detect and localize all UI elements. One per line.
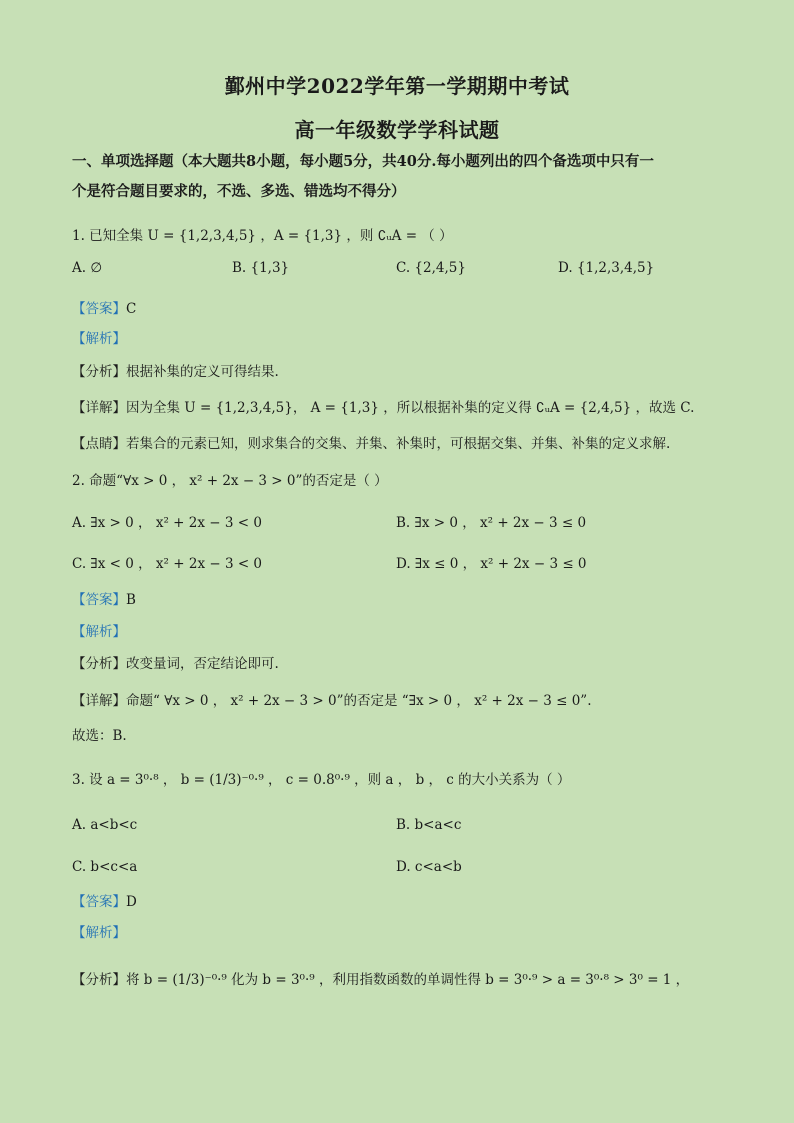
q3-fenxi xyxy=(72,968,689,988)
answer-tag: 【答案】 xyxy=(72,301,126,317)
q2-xiangjie xyxy=(72,689,592,709)
q2-stem: 2. 命题“∀x > 0 ， x² + 2x − 3 > 0”的否定是（ ） xyxy=(72,473,388,489)
q2-option-a: A. ∃x > 0 ， x² + 2x − 3 < 0 xyxy=(72,515,262,531)
q2-conclusion: 故选：B. xyxy=(72,728,127,744)
dianjing-text: 若集合的元素已知，则求集合的交集、并集、补集时，可根据交集、并集、补集的定义求解. xyxy=(126,436,671,452)
q3-answer xyxy=(72,890,137,910)
q1-option-b: B. {1,3} xyxy=(232,260,290,276)
answer-value: D xyxy=(126,894,137,910)
analysis-tag: 【解析】 xyxy=(72,624,126,640)
q1-dianjing xyxy=(72,432,670,452)
analysis-tag: 【解析】 xyxy=(72,925,126,941)
q2-answer xyxy=(72,588,136,608)
q1-option-a: A. ∅ xyxy=(72,260,103,276)
q1-answer xyxy=(72,297,136,317)
analysis-tag: 【解析】 xyxy=(72,331,126,347)
xiangjie-text: 命题“ ∀x > 0 ， x² + 2x − 3 > 0”的否定是 “∃x > 0 ， x² + 2x − 3 ≤ 0”. xyxy=(126,693,592,709)
q2-option-b: B. ∃x > 0 ， x² + 2x − 3 ≤ 0 xyxy=(396,515,587,531)
answer-value: C xyxy=(126,301,137,317)
q2-option-c: C. ∃x < 0 ， x² + 2x − 3 < 0 xyxy=(72,556,263,572)
q3-stem: 3. 设 a = 3⁰·⁸ ， b = (1/3)⁻⁰·⁹ ， c = 0.8⁰·⁹ ，则 a ， b ， c 的大小关系为（ ） xyxy=(72,772,571,788)
q1-option-c: C. {2,4,5} xyxy=(396,260,466,276)
q1-analysis-tag xyxy=(72,327,126,347)
fenxi-text: 改变量词，否定结论即可. xyxy=(126,656,279,672)
exam-subtitle: 高一年级数学学科试题 xyxy=(294,118,500,142)
q2-option-d: D. ∃x ≤ 0 ， x² + 2x − 3 ≤ 0 xyxy=(396,556,587,572)
fenxi-tag: 【分析】 xyxy=(72,364,126,380)
q1-xiangjie xyxy=(72,396,694,416)
q1-option-d: D. {1,2,3,4,5} xyxy=(558,260,655,276)
q1-fenxi xyxy=(72,360,279,380)
q3-option-d: D. c<a<b xyxy=(396,859,462,875)
q1-stem: 1. 已知全集 U = {1,2,3,4,5} ，A = {1,3} ，则 ∁ᵤA = （ ） xyxy=(72,228,453,244)
exam-title: 鄞州中学2022学年第一学期期中考试 xyxy=(224,74,570,98)
fenxi-text: 将 b = (1/3)⁻⁰·⁹ 化为 b = 3⁰·⁹ ，利用指数函数的单调性得 b = 3⁰·⁹ > a = 3⁰·⁸ > 3⁰ = 1 ， xyxy=(126,972,690,988)
xiangjie-text: 因为全集 U = {1,2,3,4,5}， A = {1,3} ，所以根据补集的定义得 ∁ᵤA = {2,4,5} ，故选 C. xyxy=(126,400,695,416)
q3-option-b: B. b<a<c xyxy=(396,817,462,833)
section-heading-line1: 一、单项选择题（本大题共8小题，每小题5分，共40分.每小题列出的四个备选项中只有一 xyxy=(72,153,654,170)
dianjing-tag: 【点睛】 xyxy=(72,436,126,452)
xiangjie-tag: 【详解】 xyxy=(72,400,126,416)
q3-option-a: A. a<b<c xyxy=(72,817,138,833)
answer-tag: 【答案】 xyxy=(72,894,126,910)
section-heading-line2: 个是符合题目要求的，不选、多选、错选均不得分） xyxy=(72,183,406,200)
q3-option-c: C. b<c<a xyxy=(72,859,138,875)
q2-fenxi xyxy=(72,652,279,672)
fenxi-text: 根据补集的定义可得结果. xyxy=(126,364,279,380)
fenxi-tag: 【分析】 xyxy=(72,972,126,988)
answer-value: B xyxy=(126,592,136,608)
q3-analysis-tag xyxy=(72,921,126,941)
fenxi-tag: 【分析】 xyxy=(72,656,126,672)
answer-tag: 【答案】 xyxy=(72,592,126,608)
xiangjie-tag: 【详解】 xyxy=(72,693,126,709)
q2-analysis-tag xyxy=(72,620,126,640)
